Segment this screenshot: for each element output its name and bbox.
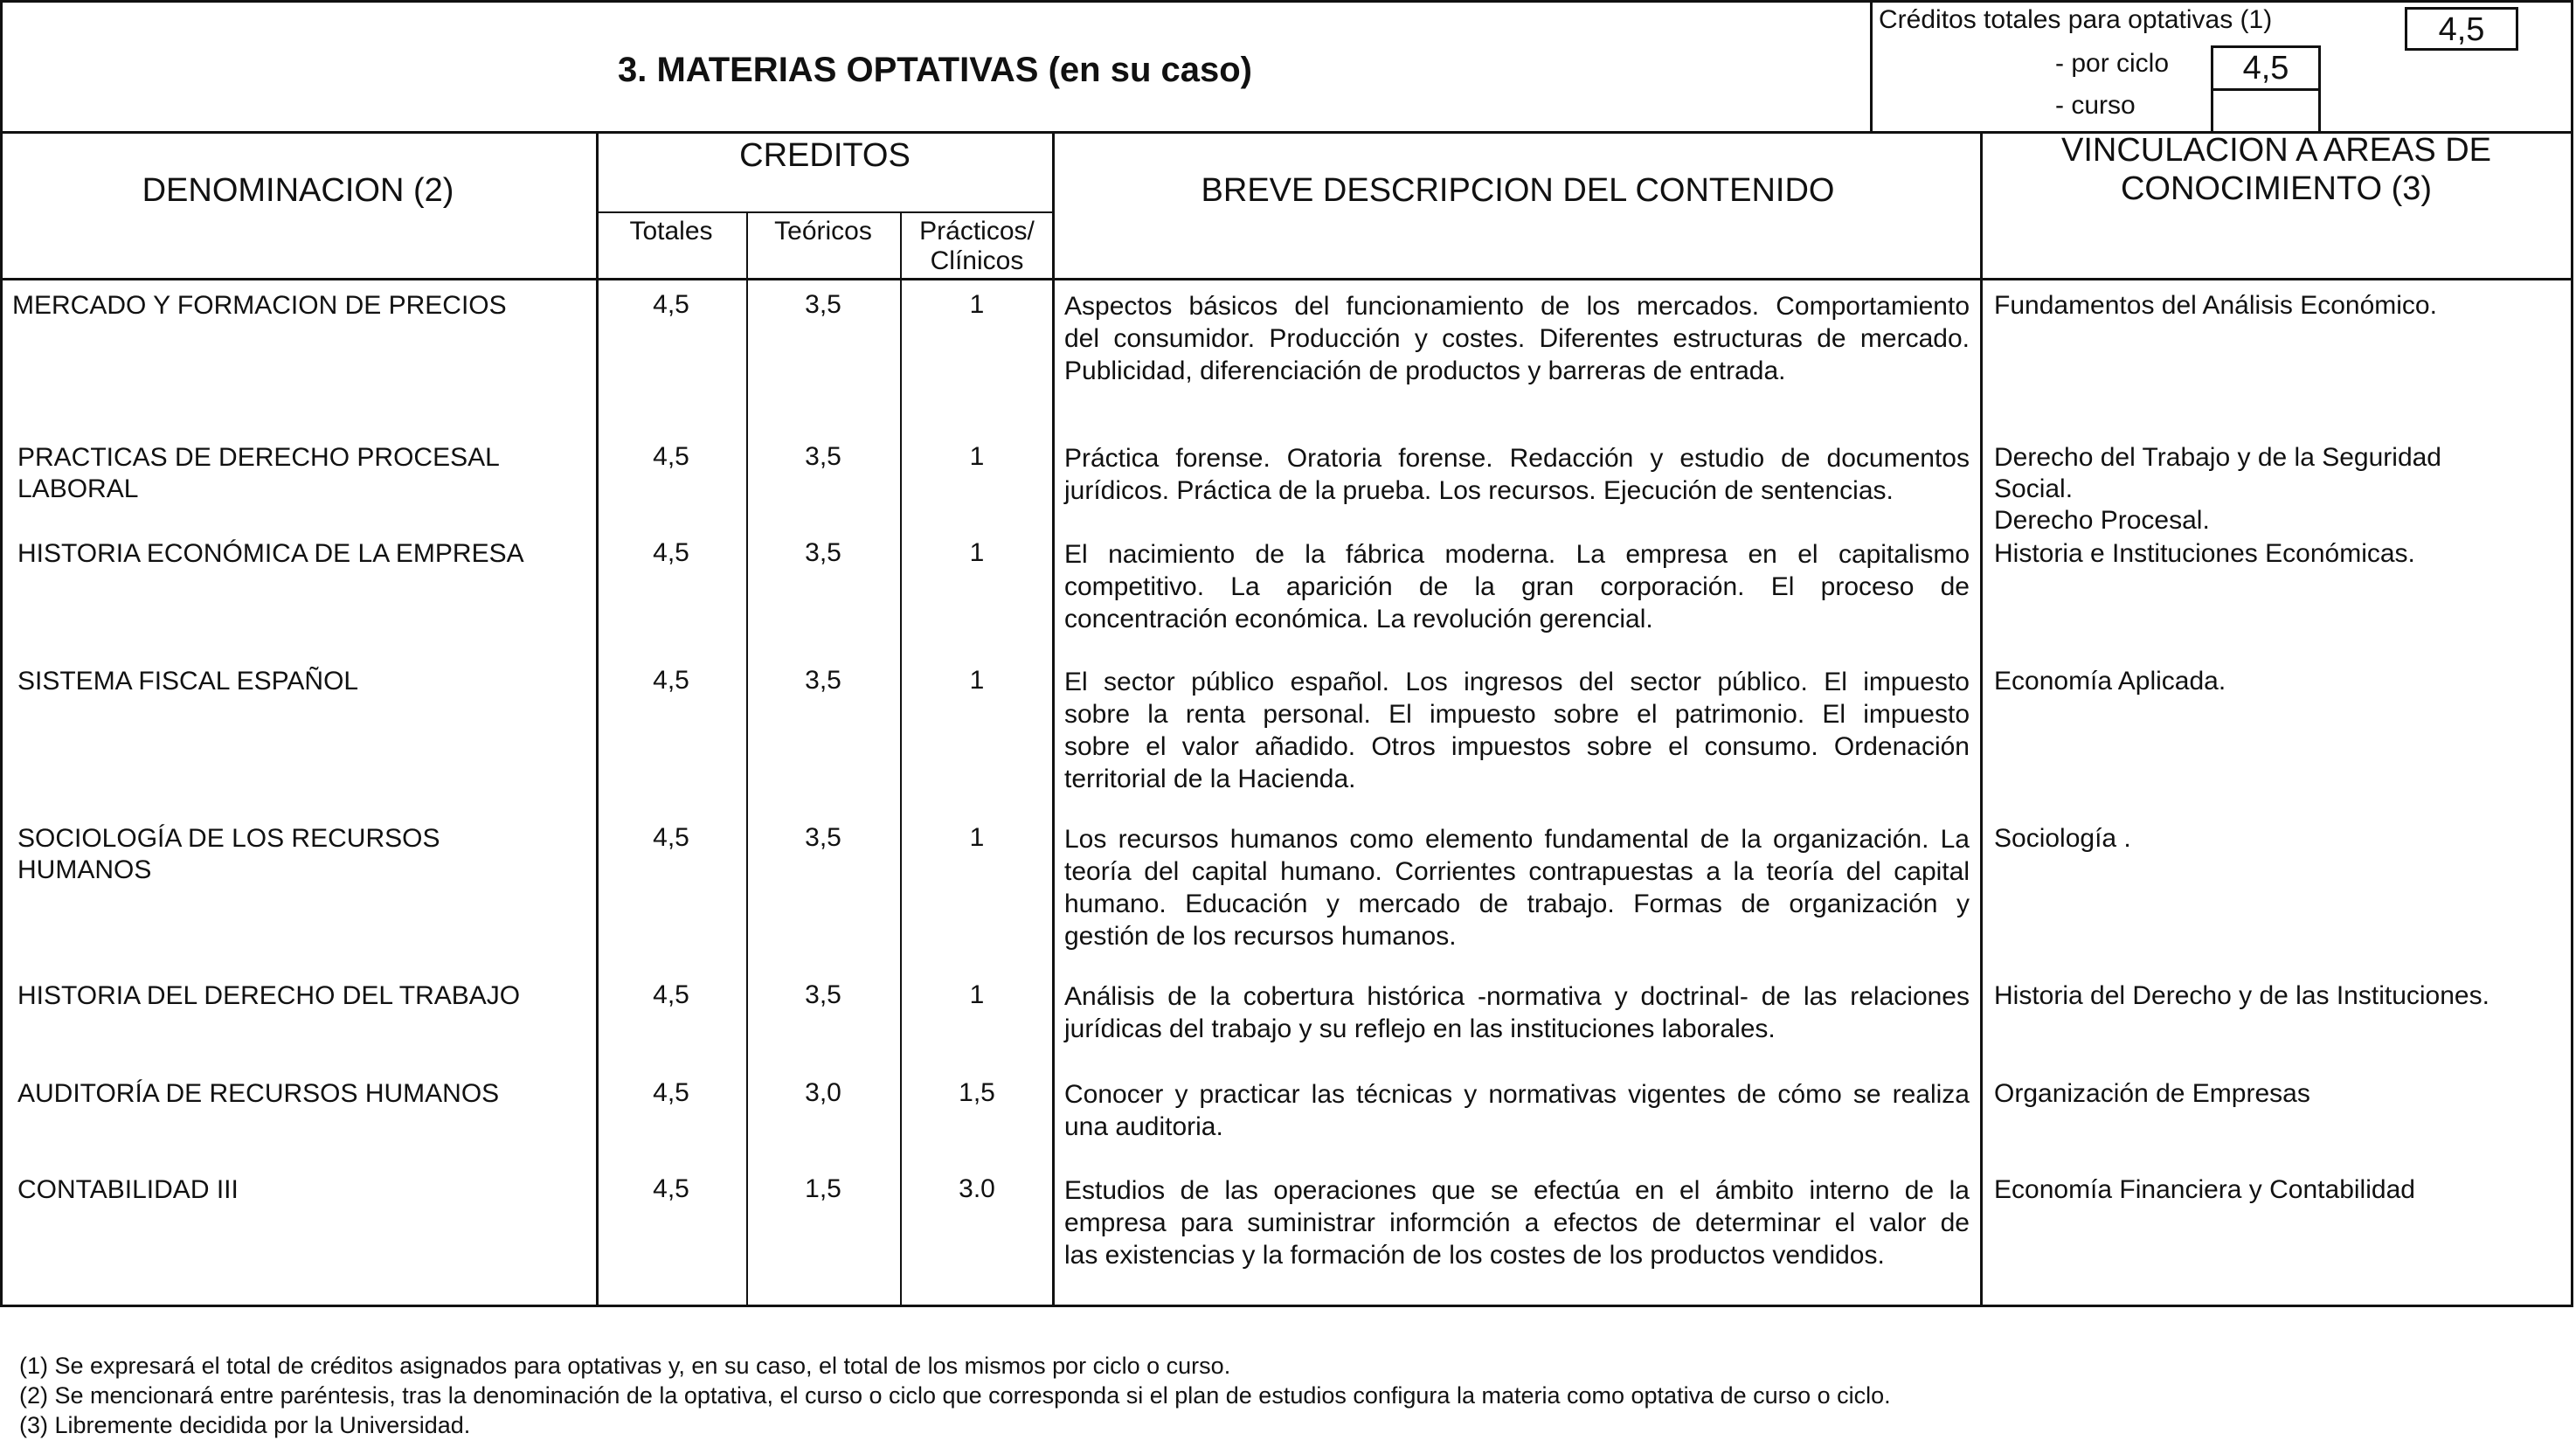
row-teoricos: 3,5 <box>805 980 841 1009</box>
row-description-line: jurídicos. Práctica de la prueba. Los recursos. Ejecución de sentencias. <box>1064 476 1894 505</box>
row-description-line: Práctica forense. Oratoria forense. Redacción y estudio de documentos <box>1064 444 1970 473</box>
row-area <box>1994 1174 2562 1206</box>
row-name <box>17 538 585 570</box>
frame-columns-divider <box>0 278 2573 280</box>
row-description-line: Estudios de las operaciones que se efectúa en el ámbito interno de la <box>1064 1176 1970 1205</box>
creditos-sub-divider <box>596 211 1054 213</box>
credits-total-label: Créditos totales para optativas (1) <box>1879 5 2273 34</box>
row-totales: 4,5 <box>653 290 689 319</box>
row-name <box>17 980 585 1012</box>
footnote-3: (3) Libremente decidida por la Universidad. <box>19 1412 471 1438</box>
header-vinculacion <box>1982 131 2571 208</box>
row-description-line: territorial de la Hacienda. <box>1064 765 1356 793</box>
row-name <box>17 1174 585 1206</box>
row-name-line: HISTORIA ECONÓMICA DE LA EMPRESA <box>17 539 524 568</box>
row-practicos: 1 <box>969 666 985 695</box>
per-course-value <box>2211 88 2321 131</box>
row-name-line: AUDITORÍA DE RECURSOS HUMANOS <box>17 1079 500 1108</box>
row-area-line: Sociología . <box>1994 824 2131 853</box>
row-description-line: competitivo. La aparición de la gran corporación. El proceso de <box>1064 572 1970 601</box>
frame-bottom-line <box>0 1305 2573 1307</box>
row-name <box>17 442 585 505</box>
row-description-line: teoría del capital humano. Corrientes contrapuestas a la teoría del capital <box>1064 857 1970 886</box>
row-description <box>1064 1078 1970 1143</box>
row-name-line: LABORAL <box>17 474 139 503</box>
row-area-line: Historia del Derecho y de las Instituciones. <box>1994 981 2489 1010</box>
row-description-line: Análisis de la cobertura histórica -normativa y doctrinal- de las relaciones <box>1064 982 1970 1011</box>
row-description-line: las existencias y la formación de los costes de los productos vendidos. <box>1064 1241 1885 1270</box>
row-teoricos: 3,5 <box>805 823 841 852</box>
header-practicos-line1: Prácticos/ <box>919 217 1035 246</box>
row-name-line: SISTEMA FISCAL ESPAÑOL <box>17 667 359 696</box>
col-sep-practicos <box>900 211 902 1305</box>
row-area-line: Historia e Instituciones Económicas. <box>1994 539 2415 568</box>
row-practicos: 1 <box>969 538 985 567</box>
row-area <box>1994 290 2562 322</box>
row-area-line: Derecho Procesal. <box>1994 506 2210 535</box>
row-description <box>1064 823 1970 952</box>
col-sep-vinculacion <box>1980 131 1983 1306</box>
row-description-line: jurídicas del trabajo y su reflejo en las instituciones laborales. <box>1064 1014 1776 1043</box>
row-description-line: una auditoria. <box>1064 1112 1223 1141</box>
row-description-line: humano. Educación y mercado de trabajo. Formas de organización y <box>1064 890 1970 918</box>
row-totales: 4,5 <box>653 666 689 695</box>
row-name <box>12 290 580 322</box>
row-description-line: del consumidor. Producción y costes. Diferentes estructuras de mercado. <box>1064 324 1970 353</box>
row-description-line: sobre la renta personal. El impuesto sobre el patrimonio. El impuesto <box>1064 700 1970 729</box>
row-name-line: PRACTICAS DE DERECHO PROCESAL <box>17 443 500 472</box>
row-area-line: Economía Financiera y Contabilidad <box>1994 1175 2415 1204</box>
header-vinculacion-line2: CONOCIMIENTO (3) <box>2120 170 2433 207</box>
frame-credits-box-line <box>1870 0 1873 133</box>
row-teoricos: 3,5 <box>805 442 841 471</box>
row-description-line: empresa para suministrar informción a efectos de determinar el valor de <box>1064 1208 1970 1237</box>
row-practicos: 1,5 <box>959 1078 995 1107</box>
footnote-1: (1) Se expresará el total de créditos asignados para optativas y, en su caso, el total de los mismos por ciclo o curso. <box>19 1353 1231 1379</box>
header-descripcion: BREVE DESCRIPCION DEL CONTENIDO <box>1201 172 1835 209</box>
row-description-line: El sector público español. Los ingresos del sector público. El impuesto <box>1064 668 1970 696</box>
header-denominacion: DENOMINACION (2) <box>142 172 454 209</box>
row-totales: 4,5 <box>653 1174 689 1203</box>
frame-right-line <box>2571 0 2573 1307</box>
row-teoricos: 3,5 <box>805 290 841 319</box>
row-practicos: 1 <box>969 290 985 319</box>
row-description-line: Aspectos básicos del funcionamiento de los mercados. Comportamiento <box>1064 292 1970 321</box>
row-area-line: Social. <box>1994 474 2074 503</box>
row-area <box>1994 1078 2562 1110</box>
row-name-line: SOCIOLOGÍA DE LOS RECURSOS <box>17 824 440 853</box>
row-totales: 4,5 <box>653 1078 689 1107</box>
header-totales: Totales <box>629 217 713 246</box>
row-description-line: Publicidad, diferenciación de productos y barreras de entrada. <box>1064 357 1786 385</box>
header-teoricos: Teóricos <box>774 217 872 246</box>
row-name <box>17 1078 585 1110</box>
header-practicos-line2: Clínicos <box>930 246 1024 275</box>
per-course-label: - curso <box>2055 91 2136 120</box>
row-totales: 4,5 <box>653 980 689 1009</box>
row-name-line: CONTABILIDAD III <box>17 1175 239 1204</box>
row-description-line: Conocer y practicar las técnicas y normativas vigentes de cómo se realiza <box>1064 1080 1970 1109</box>
row-description <box>1064 538 1970 635</box>
row-description <box>1064 980 1970 1045</box>
row-teoricos: 3,5 <box>805 538 841 567</box>
col-sep-teoricos <box>746 211 748 1305</box>
row-description-line: concentración económica. La revolución gerencial. <box>1064 605 1653 633</box>
per-cycle-label: - por ciclo <box>2055 49 2170 78</box>
row-description <box>1064 1174 1970 1271</box>
header-vinculacion-line1: VINCULACION A AREAS DE <box>2060 132 2492 169</box>
row-totales: 4,5 <box>653 442 689 471</box>
row-name-line: HUMANOS <box>17 855 152 884</box>
row-teoricos: 1,5 <box>805 1174 841 1203</box>
row-area-line: Organización de Empresas <box>1994 1079 2310 1108</box>
row-practicos: 1 <box>969 823 985 852</box>
row-practicos: 3.0 <box>959 1174 995 1203</box>
row-description <box>1064 290 1970 387</box>
row-description-line: Los recursos humanos como elemento fundamental de la organización. La <box>1064 825 1970 854</box>
credits-total-value: 4,5 <box>2405 7 2518 51</box>
row-name-line: HISTORIA DEL DERECHO DEL TRABAJO <box>17 981 521 1010</box>
row-area-line: Derecho del Trabajo y de la Seguridad <box>1994 443 2441 472</box>
row-area <box>1994 666 2562 697</box>
frame-top-line <box>0 0 2573 3</box>
row-area-line: Economía Aplicada. <box>1994 667 2226 696</box>
row-totales: 4,5 <box>653 538 689 567</box>
header-creditos: CREDITOS <box>739 137 911 174</box>
footnote-2: (2) Se mencionará entre paréntesis, tras la denominación de la optativa, el curso o ciclo que corresponda si el plan de estudios configura la materia como optativa de curso o ciclo. <box>19 1382 1891 1409</box>
row-name-line: MERCADO Y FORMACION DE PRECIOS <box>12 291 507 320</box>
header-practicos <box>900 217 1054 276</box>
row-area <box>1994 980 2562 1012</box>
row-description <box>1064 442 1970 507</box>
page-title: 3. MATERIAS OPTATIVAS (en su caso) <box>617 51 1252 89</box>
row-area <box>1994 823 2562 855</box>
row-totales: 4,5 <box>653 823 689 852</box>
row-teoricos: 3,0 <box>805 1078 841 1107</box>
row-teoricos: 3,5 <box>805 666 841 695</box>
row-name <box>17 823 585 886</box>
row-area-line: Fundamentos del Análisis Económico. <box>1994 291 2437 320</box>
per-cycle-value: 4,5 <box>2211 45 2321 91</box>
row-practicos: 1 <box>969 980 985 1009</box>
row-name <box>17 666 585 697</box>
row-description-line: gestión de los recursos humanos. <box>1064 922 1457 951</box>
row-description-line: sobre el valor añadido. Otros impuestos sobre el consumo. Ordenación <box>1064 732 1970 761</box>
row-practicos: 1 <box>969 442 985 471</box>
row-area <box>1994 538 2562 570</box>
row-area <box>1994 442 2562 537</box>
footnotes <box>19 1351 2553 1440</box>
row-description-line: El nacimiento de la fábrica moderna. La empresa en el capitalismo <box>1064 540 1970 569</box>
row-description <box>1064 666 1970 795</box>
